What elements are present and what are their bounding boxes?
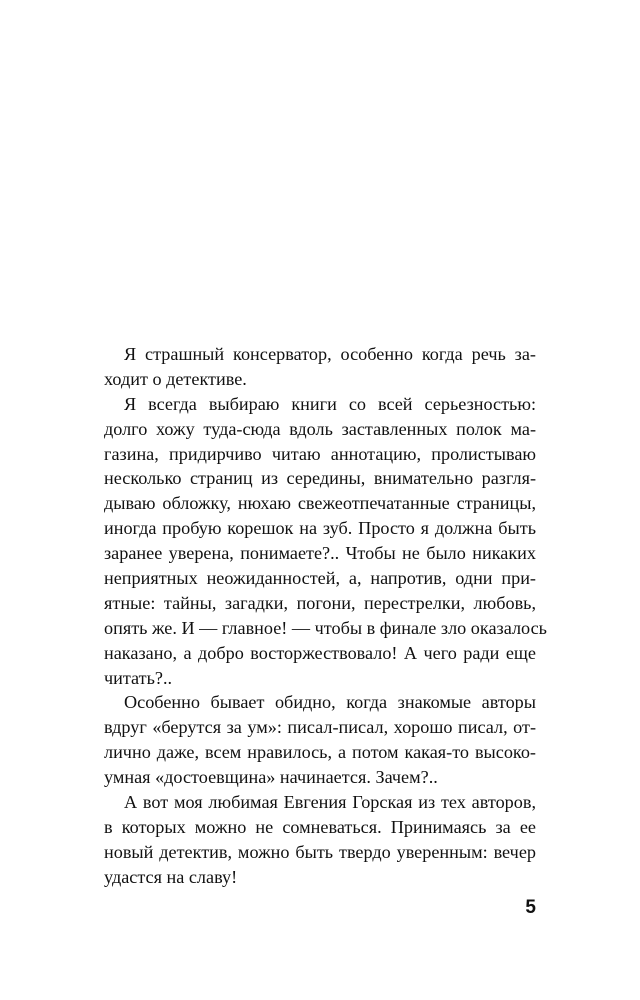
paragraph-4 — [104, 790, 536, 890]
text-line: в которых можно не сомневаться. Принимаясь за ее — [104, 816, 536, 837]
text-line: новый детектив, можно быть твердо уверенным: вечер — [104, 841, 536, 862]
paragraph-2 — [104, 392, 547, 691]
text-line: несколько страниц из середины, внимательно разгля- — [104, 468, 536, 489]
text-line: удастся на славу! — [104, 866, 238, 887]
text-line: А вот моя любимая Евгения Горская из тех авторов, — [124, 792, 536, 813]
text-line: лично даже, всем нравилось, а потом какая-то высоко- — [104, 742, 536, 763]
body-text — [104, 342, 547, 890]
text-line: Я страшный консерватор, особенно когда речь за- — [124, 344, 536, 364]
text-line: Особенно бывает обидно, когда знакомые авторы — [124, 692, 536, 713]
text-line: долго хожу туда-сюда вдоль заставленных полок ма- — [104, 418, 536, 439]
text-line: неприятных неожиданностей, а, напротив, одни при- — [104, 568, 536, 589]
page-number: 5 — [525, 897, 536, 918]
text-line: читать?.. — [104, 667, 173, 688]
paragraph-3 — [104, 690, 536, 790]
text-line: наказано, а добро восторжествовало! А чего ради еще — [104, 642, 536, 663]
text-line: ятные: тайны, загадки, погони, перестрелки, любовь, — [104, 592, 536, 613]
text-line: вдруг «берутся за ум»: писал-писал, хорошо писал, от- — [104, 717, 536, 738]
text-line: умная «достоевщина» начинается. Зачем?.. — [104, 767, 438, 788]
paragraph-1 — [104, 342, 536, 392]
text-line: ходит о детективе. — [104, 368, 247, 389]
text-line: дываю обложку, нюхаю свежеотпечатанные страницы, — [104, 493, 536, 514]
text-line: опять же. И — главное! — чтобы в финале зло оказалось — [104, 617, 547, 638]
text-line: газина, придирчиво читаю аннотацию, пролистываю — [104, 443, 536, 464]
text-line: Я всегда выбираю книги со всей серьезностью: — [124, 393, 536, 414]
text-line: иногда пробую корешок на зуб. Просто я должна быть — [104, 518, 536, 539]
text-line: заранее уверена, понимаете?.. Чтобы не было никаких — [104, 543, 536, 564]
